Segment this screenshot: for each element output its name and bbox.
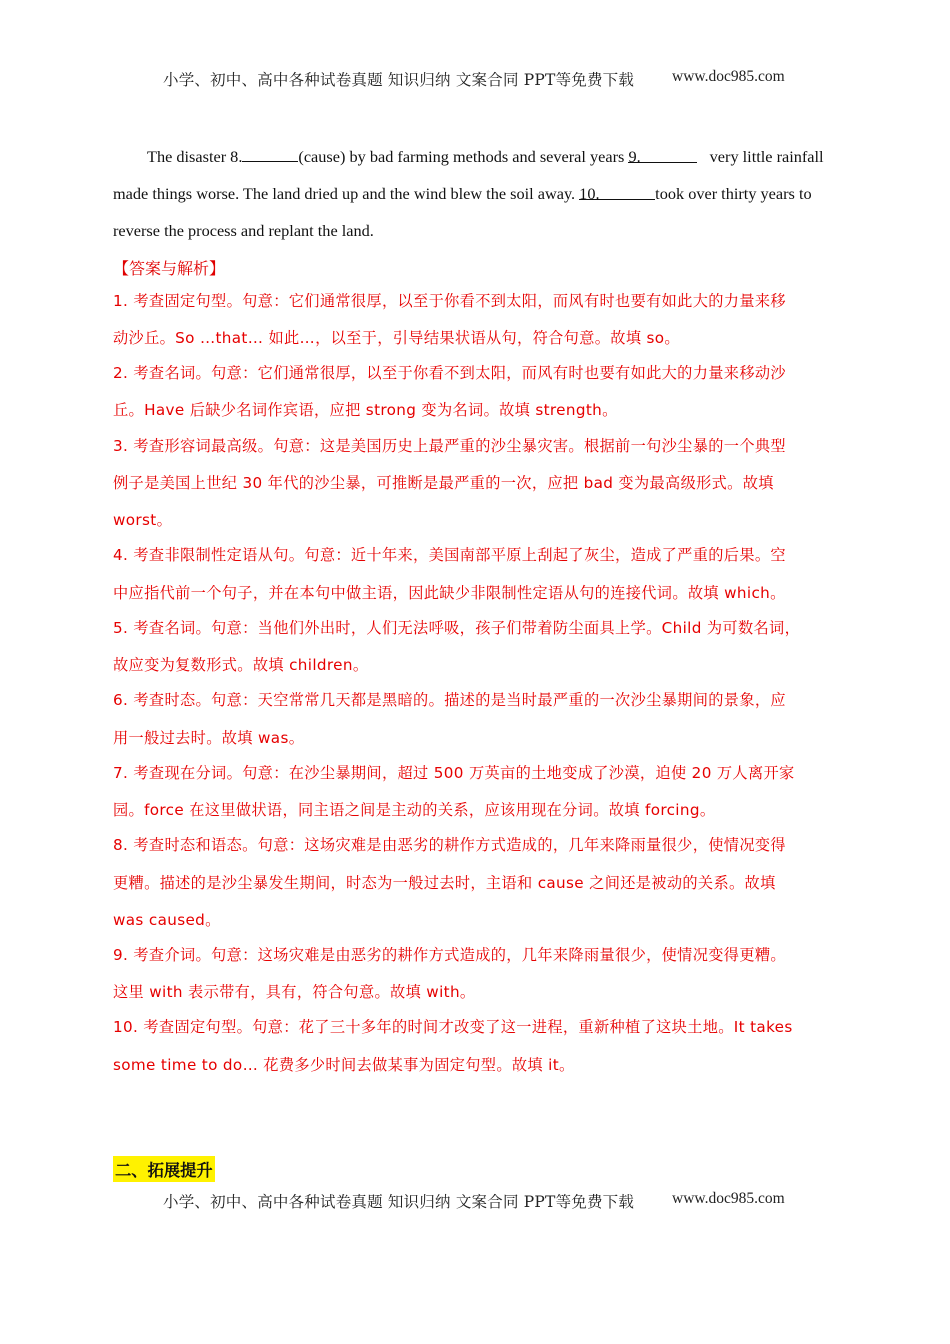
answer-6-line-2: 用一般过去时。故填 was。 <box>113 729 305 747</box>
answer-7-line-1: 7. 考查现在分词。句意：在沙尘暴期间，超过 500 万英亩的土地变成了沙漠，迫使 20 万人离开家 <box>113 764 795 782</box>
answer-5-line-2: 故应变为复数形式。故填 children。 <box>113 656 369 674</box>
answer-2-line-2: 丘。Have 后缺少名词作宾语，应把 strong 变为名词。故填 strength。 <box>113 401 618 419</box>
answer-2-line-1: 2. 考查名词。句意：它们通常很厚，以至于你看不到太阳，而风有时也要有如此大的力量来移动沙 <box>113 364 786 382</box>
answer-10-line-1: 10. 考查固定句型。句意：花了三十多年的时间才改变了这一进程，重新种植了这块土地。It takes <box>113 1018 793 1036</box>
blank-8 <box>242 146 298 162</box>
answer-title: 【答案与解析】 <box>113 259 226 278</box>
answer-8-line-3: was caused。 <box>113 911 221 929</box>
passage-line-1: The disaster 8. (cause) by bad farming methods and several years 9. very little rainfall <box>147 147 824 166</box>
blank-9: 9. <box>628 147 697 163</box>
passage-line-3: reverse the process and replant the land. <box>113 221 374 240</box>
blank-10: 10. <box>579 184 655 200</box>
answer-9-line-2: 这里 with 表示带有，具有，符合句意。故填 with。 <box>113 983 476 1001</box>
answer-3-line-1: 3. 考查形容词最高级。句意：这是美国历史上最严重的沙尘暴灾害。根据前一句沙尘暴的一个典型 <box>113 437 786 455</box>
answer-9-line-1: 9. 考查介词。句意：这场灾难是由恶劣的耕作方式造成的，几年来降雨量很少，使情况变得更糟。 <box>113 946 786 964</box>
answer-3-line-2: 例子是美国上世纪 30 年代的沙尘暴，可推断是最严重的一次，应把 bad 变为最高级形式。故填 <box>113 474 774 492</box>
answer-1-line-1: 1. 考查固定句型。句意：它们通常很厚，以至于你看不到太阳，而风有时也要有如此大的力量来移 <box>113 292 786 310</box>
answer-6-line-1: 6. 考查时态。句意：天空常常几天都是黑暗的。描述的是当时最严重的一次沙尘暴期间的景象，应 <box>113 691 786 709</box>
answer-4-line-2: 中应指代前一个句子，并在本句中做主语，因此缺少非限制性定语从句的连接代词。故填 which。 <box>113 584 786 602</box>
answer-1-line-2: 动沙丘。So …that… 如此…，以至于，引导结果状语从句，符合句意。故填 so。 <box>113 329 680 347</box>
answer-4-line-1: 4. 考查非限制性定语从句。句意：近十年来，美国南部平原上刮起了灰尘，造成了严重的后果。空 <box>113 546 786 564</box>
passage-line-2: made things worse. The land dried up and the wind blew the soil away. 10. took over thirty years to <box>113 184 812 203</box>
answer-7-line-2: 园。force 在这里做状语，同主语之间是主动的关系，应该用现在分词。故填 forcing。 <box>113 801 716 819</box>
answer-5-line-1: 5. 考查名词。句意：当他们外出时，人们无法呼吸，孩子们带着防尘面具上学。Child 为可数名词， <box>113 619 801 637</box>
header-text: 小学、初中、高中各种试卷真题 知识归纳 文案合同 PPT等免费下载 <box>163 71 635 89</box>
footer-url[interactable]: www.doc985.com <box>672 1190 785 1207</box>
answer-10-line-2: some time to do… 花费多少时间去做某事为固定句型。故填 it。 <box>113 1056 575 1074</box>
answer-3-line-3: worst。 <box>113 511 173 529</box>
section-title: 二、拓展提升 <box>113 1156 215 1182</box>
footer-text: 小学、初中、高中各种试卷真题 知识归纳 文案合同 PPT等免费下载 <box>163 1193 635 1211</box>
answer-8-line-2: 更糟。描述的是沙尘暴发生期间，时态为一般过去时，主语和 cause 之间还是被动的关系。故填 <box>113 874 776 892</box>
header-url[interactable]: www.doc985.com <box>672 68 785 85</box>
answer-8-line-1: 8. 考查时态和语态。句意：这场灾难是由恶劣的耕作方式造成的，几年来降雨量很少，使情况变得 <box>113 836 786 854</box>
